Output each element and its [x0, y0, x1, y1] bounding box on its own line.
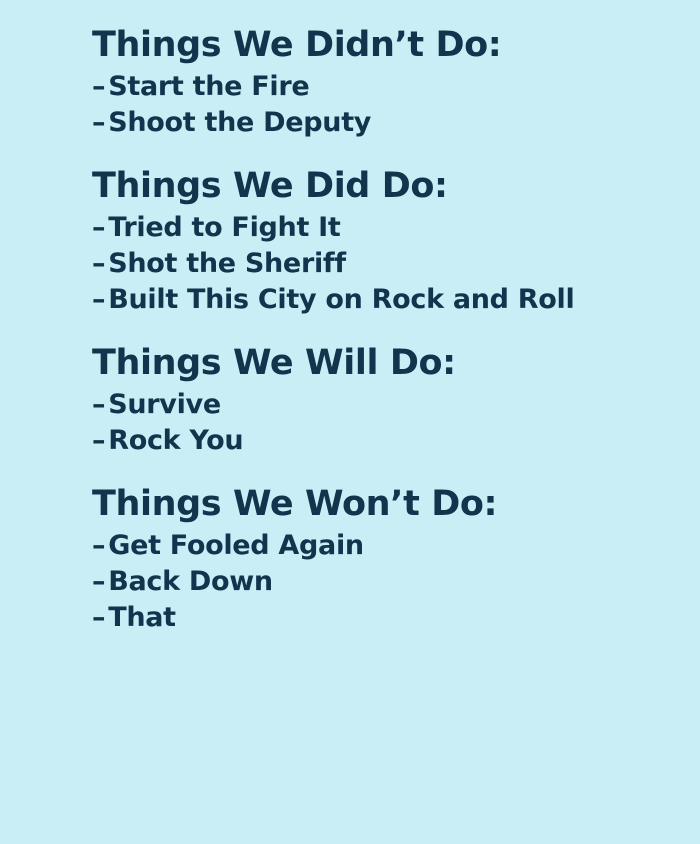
section-will-do — [92, 344, 660, 459]
list-item-label: Rock You — [108, 425, 244, 456]
bullet-dash: – — [92, 530, 106, 562]
list-item — [92, 210, 660, 246]
list-item-label: That — [108, 601, 176, 633]
section-item-list — [92, 210, 660, 318]
section-wont-do — [92, 485, 660, 636]
section-did-do — [92, 167, 660, 318]
section-heading: Things We Will Do: — [92, 342, 456, 383]
bullet-dash: – — [92, 601, 106, 633]
bullet-dash: – — [92, 389, 106, 421]
list-item-label: Shoot the Deputy — [108, 107, 372, 139]
list-item-label: Survive — [108, 389, 221, 421]
bullet-dash: – — [92, 425, 106, 456]
list-item-label: Built This City on Rock and Roll — [108, 284, 575, 315]
section-item-list — [92, 69, 660, 141]
list-item — [92, 282, 660, 318]
section-heading: Things We Didn’t Do: — [92, 25, 502, 65]
list-item — [92, 564, 660, 600]
bullet-dash: – — [92, 248, 106, 280]
bullet-dash: – — [92, 212, 106, 244]
list-item — [92, 600, 660, 636]
list-item — [92, 528, 660, 564]
section-heading: Things We Won’t Do: — [92, 483, 498, 524]
list-item — [92, 423, 660, 459]
section-didnt-do — [92, 26, 660, 141]
bullet-dash: – — [92, 71, 106, 103]
section-item-list — [92, 387, 660, 459]
bullet-dash: – — [92, 284, 106, 315]
list-item-label: Shot the Sheriff — [108, 248, 346, 280]
section-item-list — [92, 528, 660, 636]
list-item-label: Back Down — [108, 566, 273, 597]
list-item — [92, 387, 660, 423]
list-item — [92, 246, 660, 282]
bullet-dash: – — [92, 566, 106, 597]
section-heading: Things We Did Do: — [92, 166, 448, 206]
list-item-label: Tried to Fight It — [108, 212, 341, 244]
list-item — [92, 105, 660, 141]
list-item — [92, 69, 660, 105]
bullet-dash: – — [92, 107, 106, 139]
list-item-label: Get Fooled Again — [108, 530, 364, 562]
list-item-label: Start the Fire — [108, 71, 310, 103]
